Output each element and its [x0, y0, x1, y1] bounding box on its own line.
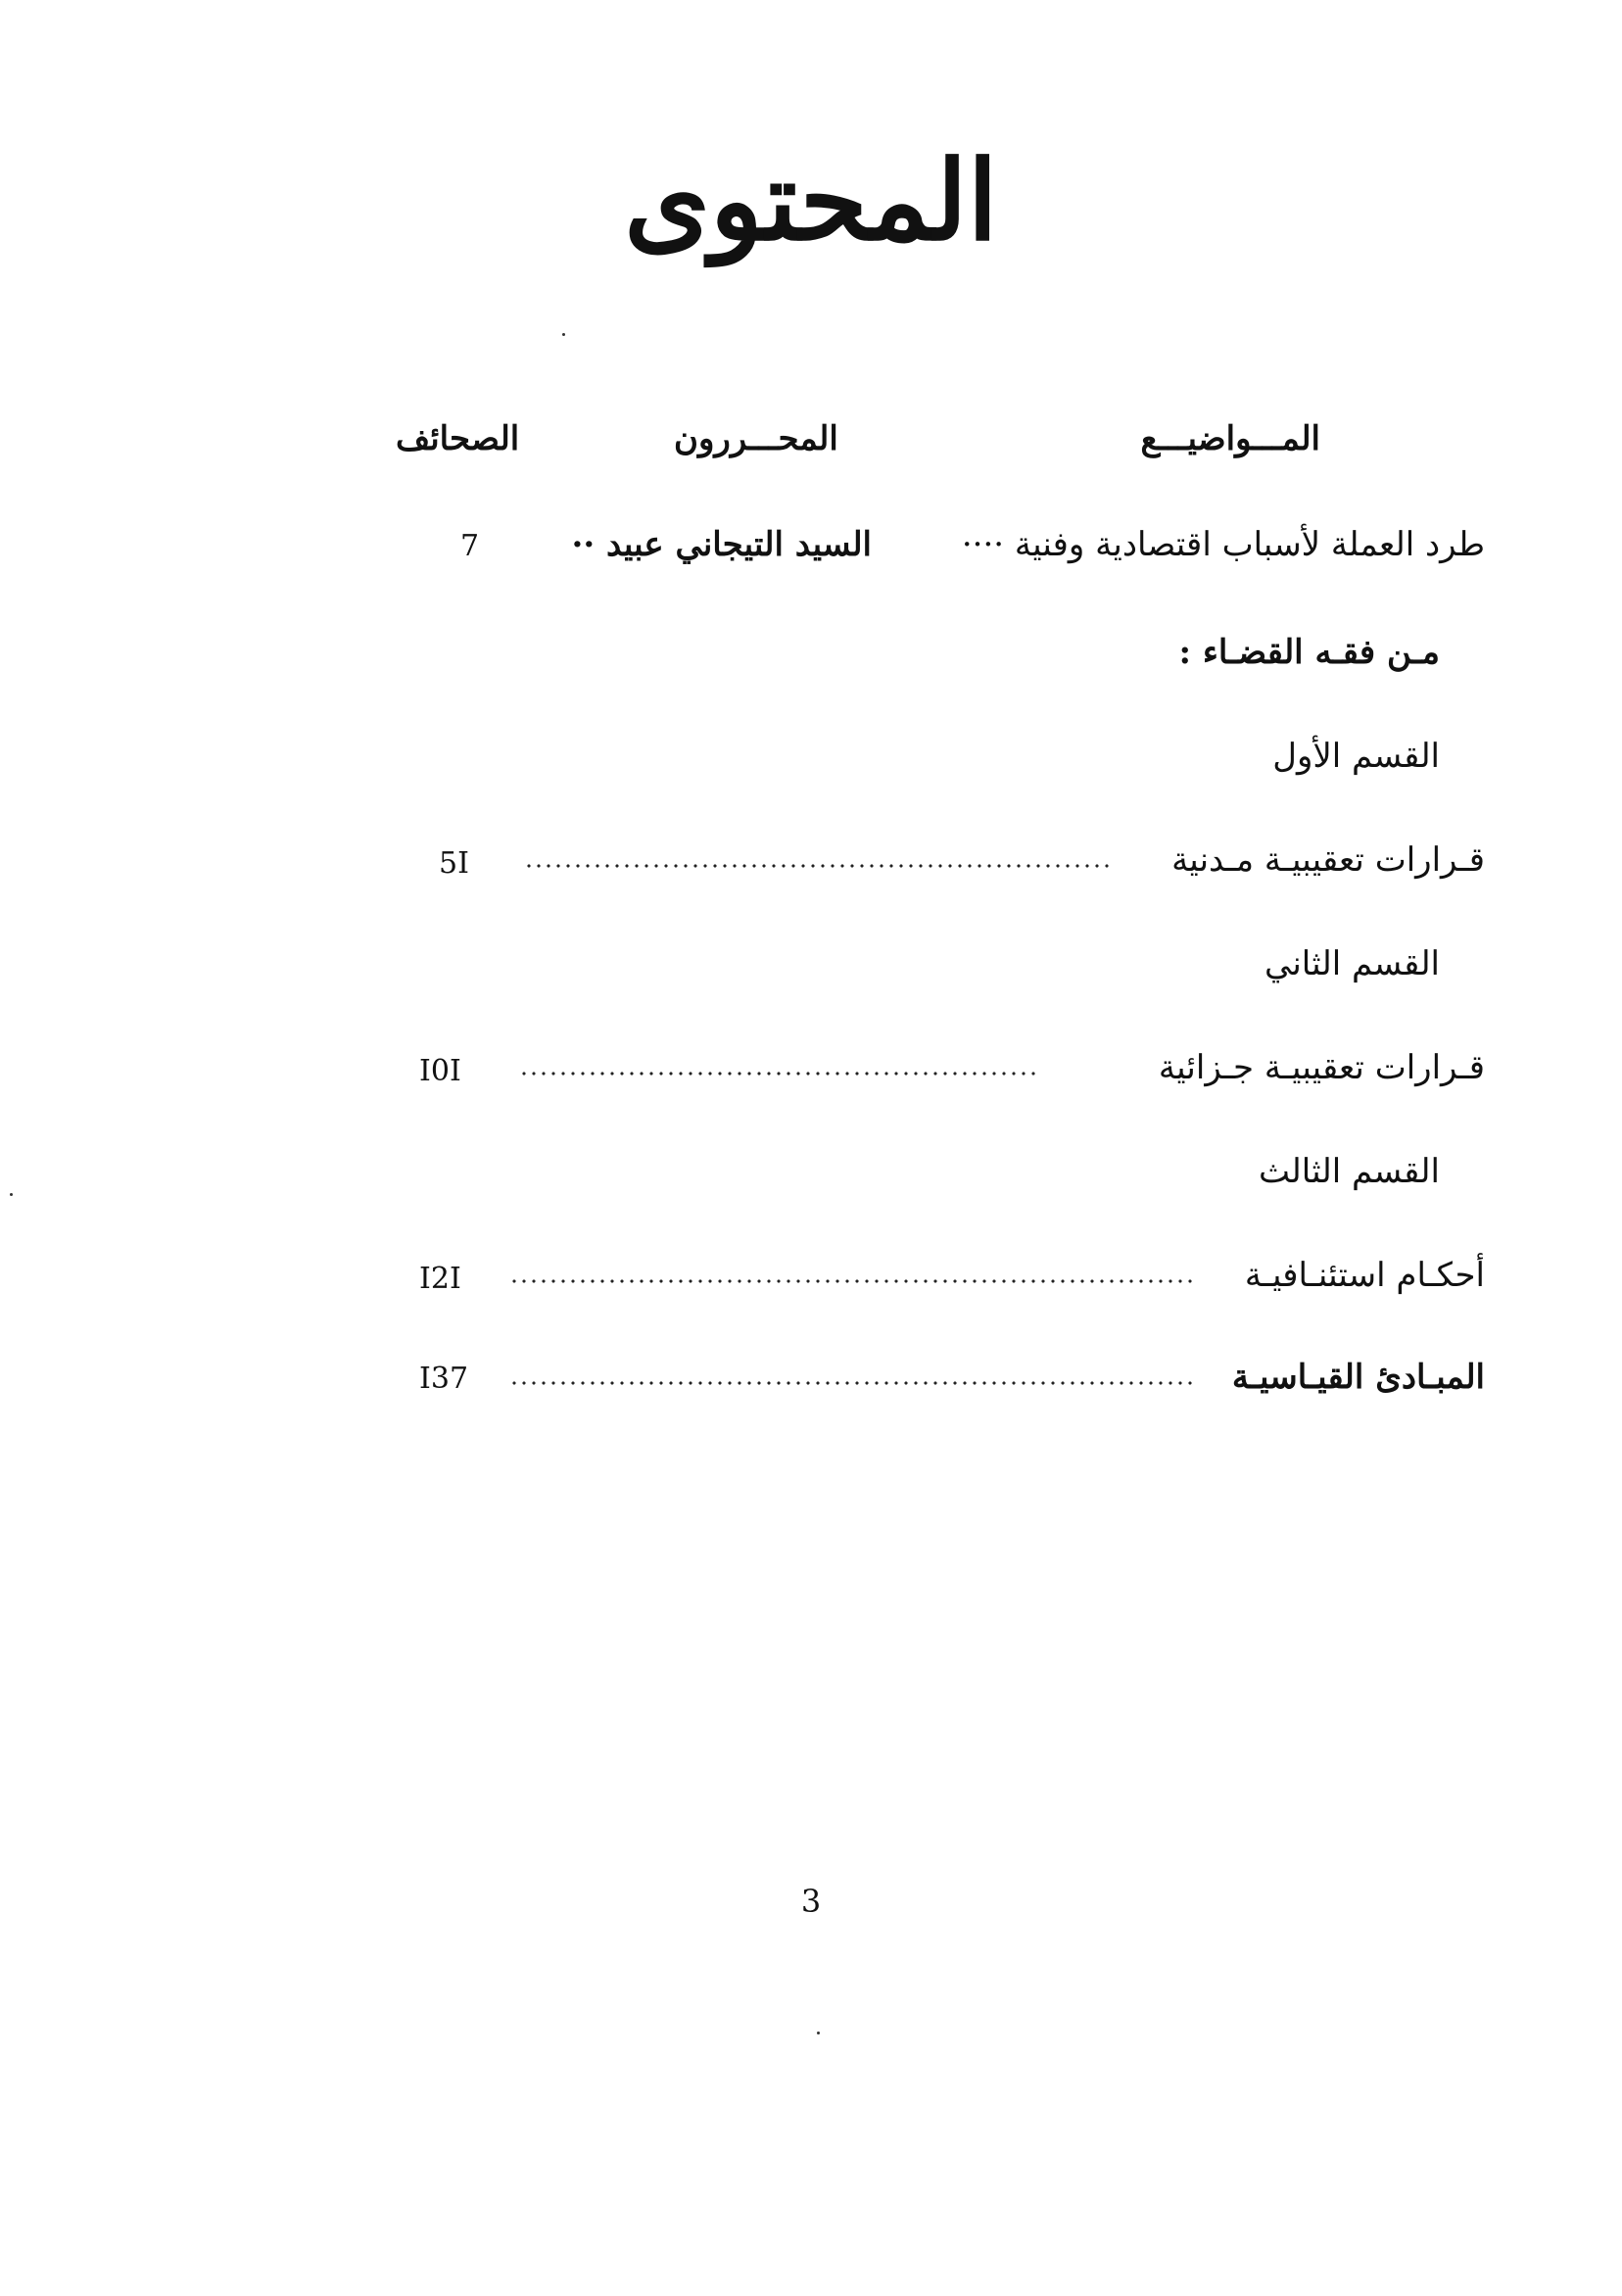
page-number: 3: [800, 1883, 822, 1920]
header-pages: الصحائف: [396, 419, 520, 458]
toc-entry-page: 5I: [439, 846, 469, 881]
toc-entry-page: I0I: [419, 1054, 461, 1088]
toc-entry-topic: قـرارات تعقيبيـة مـدنية: [1171, 840, 1485, 880]
part-heading: القسم الثاني: [1264, 944, 1440, 983]
dot-leader: [524, 864, 1110, 868]
toc-entry-topic: قـرارات تعقيبيـة جـزائية: [1158, 1048, 1485, 1087]
scan-speck: [817, 2032, 820, 2034]
dot-leader: [509, 1279, 1195, 1283]
scan-speck: [562, 333, 565, 336]
part-heading: القسم الثالث: [1259, 1152, 1440, 1191]
toc-entry-page: I2I: [419, 1262, 461, 1296]
dot-leader: [509, 1381, 1195, 1385]
scan-speck: [10, 1193, 13, 1196]
header-topics: المـــواضيـــع: [1140, 419, 1320, 458]
toc-entry-author: السيد التيجاني عبيد ··: [571, 525, 872, 564]
toc-entry-page: 7: [460, 529, 480, 563]
dot-leader: [519, 1072, 1036, 1076]
page-title: المحتوى: [624, 137, 998, 265]
toc-entry-topic: المبـادئ القيـاسيـة: [1231, 1358, 1485, 1397]
header-editors: المحـــررون: [674, 419, 838, 458]
section-heading: مـن فقـه القضـاء :: [1178, 633, 1440, 672]
toc-entry-page: I37: [419, 1362, 469, 1396]
part-heading: القسم الأول: [1272, 737, 1440, 776]
toc-entry-topic: أحكـام استئنـافيـة: [1244, 1256, 1485, 1295]
toc-entry-topic: طرد العملة لأسباب اقتصادية وفنية ····: [961, 525, 1485, 564]
